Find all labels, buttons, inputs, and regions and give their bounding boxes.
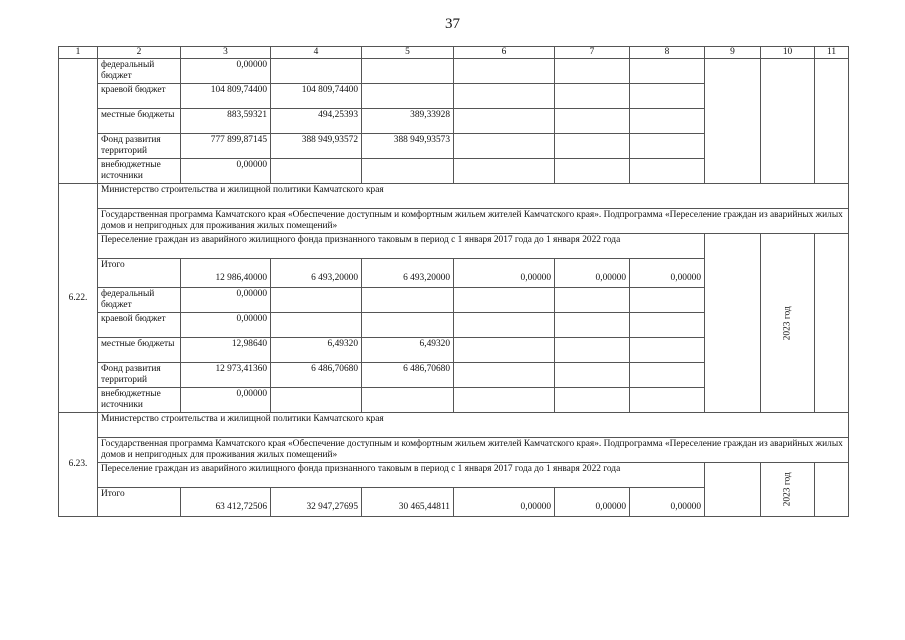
amount-cell: 0,00000 (181, 313, 271, 338)
amount-cell (555, 109, 630, 134)
amount-cell (454, 159, 555, 184)
column-header: 5 (362, 47, 454, 59)
amount-cell: 6,49320 (362, 338, 454, 363)
amount-cell: 0,00000 (181, 388, 271, 413)
amount-cell: 777 899,87145 (181, 134, 271, 159)
amount-cell (454, 134, 555, 159)
program-name: Государственная программа Камчатского края «Обеспечение доступным и комфортным жильем жителей Камчатского края». Подпрограмма «Переселение граждан из аварийных жилых домов и непригодных для проживания жилых помещений» (98, 438, 849, 463)
row-label: местные бюджеты (98, 338, 181, 363)
row-label: местные бюджеты (98, 109, 181, 134)
amount-cell (362, 84, 454, 109)
row-label: Итого (98, 259, 181, 288)
row-label: внебюджетные источники (98, 388, 181, 413)
column-9-cell (705, 463, 761, 517)
page-number: 37 (445, 16, 460, 32)
amount-cell (362, 313, 454, 338)
row-label: краевой бюджет (98, 84, 181, 109)
column-header: 2 (98, 47, 181, 59)
column-header: 7 (555, 47, 630, 59)
ministry-row (59, 184, 849, 209)
amount-cell (630, 59, 705, 84)
row-label: краевой бюджет (98, 313, 181, 338)
amount-cell (630, 388, 705, 413)
amount-cell (271, 288, 362, 313)
row-number-cell (59, 59, 98, 184)
year-label: 2023 год (782, 306, 793, 340)
column-header: 1 (59, 47, 98, 59)
amount-cell (555, 313, 630, 338)
amount-cell (555, 338, 630, 363)
amount-cell: 0,00000 (181, 159, 271, 184)
amount-cell: 0,00000 (181, 59, 271, 84)
column-header: 3 (181, 47, 271, 59)
amount-cell: 12 986,40000 (181, 259, 271, 288)
amount-cell: 63 412,72506 (181, 488, 271, 517)
amount-cell (454, 59, 555, 84)
amount-cell: 0,00000 (630, 488, 705, 517)
ministry-row (59, 413, 849, 438)
row-number: 6.23. (59, 413, 98, 517)
column-header: 8 (630, 47, 705, 59)
amount-cell: 104 809,74400 (271, 84, 362, 109)
amount-cell: 389,33928 (362, 109, 454, 134)
row-label: Фонд развития территорий (98, 134, 181, 159)
ministry-name: Министерство строительства и жилищной политики Камчатского края (98, 413, 849, 438)
column-9-cell (705, 59, 761, 184)
amount-cell (555, 134, 630, 159)
amount-cell: 104 809,74400 (181, 84, 271, 109)
amount-cell: 12,98640 (181, 338, 271, 363)
row-label: Фонд развития территорий (98, 363, 181, 388)
column-11-cell (815, 234, 849, 413)
amount-cell (630, 159, 705, 184)
row-label: внебюджетные источники (98, 159, 181, 184)
amount-cell: 6 493,20000 (271, 259, 362, 288)
measure-row (59, 463, 849, 488)
amount-cell: 12 973,41360 (181, 363, 271, 388)
amount-cell (362, 59, 454, 84)
amount-cell (630, 288, 705, 313)
amount-cell: 0,00000 (555, 488, 630, 517)
amount-cell: 0,00000 (454, 259, 555, 288)
year-cell (761, 463, 815, 517)
amount-cell (454, 109, 555, 134)
amount-cell (454, 388, 555, 413)
amount-cell (555, 84, 630, 109)
column-header-row (59, 47, 849, 59)
amount-cell: 0,00000 (630, 259, 705, 288)
row-label: Итого (98, 488, 181, 517)
amount-cell: 883,59321 (181, 109, 271, 134)
year-cell (761, 234, 815, 413)
amount-cell (454, 338, 555, 363)
amount-cell (271, 59, 362, 84)
amount-cell: 0,00000 (555, 259, 630, 288)
table-row (59, 59, 849, 84)
amount-cell (630, 338, 705, 363)
amount-cell: 494,25393 (271, 109, 362, 134)
amount-cell (555, 59, 630, 84)
amount-cell: 6 486,70680 (271, 363, 362, 388)
year-label: 2023 год (782, 472, 793, 507)
column-10-cell (761, 59, 815, 184)
column-header: 6 (454, 47, 555, 59)
amount-cell (454, 288, 555, 313)
amount-cell (271, 313, 362, 338)
amount-cell (555, 159, 630, 184)
amount-cell (271, 159, 362, 184)
program-name: Государственная программа Камчатского края «Обеспечение доступным и комфортным жильем жителей Камчатского края». Подпрограмма «Переселение граждан из аварийных жилых домов и непригодных для проживания жилых помещений» (98, 209, 849, 234)
column-9-cell (705, 234, 761, 413)
amount-cell (630, 313, 705, 338)
column-11-cell (815, 463, 849, 517)
amount-cell: 6,49320 (271, 338, 362, 363)
row-number: 6.22. (59, 184, 98, 413)
amount-cell: 6 486,70680 (362, 363, 454, 388)
amount-cell: 0,00000 (454, 488, 555, 517)
column-header: 9 (705, 47, 761, 59)
amount-cell (271, 388, 362, 413)
measure-name: Переселение граждан из аварийного жилищного фонда признанного таковым в период с 1 января 2017 года до 1 января 2022 года (98, 463, 705, 488)
amount-cell (630, 109, 705, 134)
amount-cell (555, 363, 630, 388)
amount-cell (454, 313, 555, 338)
amount-cell: 32 947,27695 (271, 488, 362, 517)
amount-cell: 6 493,20000 (362, 259, 454, 288)
amount-cell (362, 388, 454, 413)
budget-table (58, 46, 849, 517)
amount-cell: 388 949,93573 (362, 134, 454, 159)
measure-row (59, 234, 849, 259)
amount-cell: 388 949,93572 (271, 134, 362, 159)
column-header: 10 (761, 47, 815, 59)
column-11-cell (815, 59, 849, 184)
column-header: 11 (815, 47, 849, 59)
amount-cell (362, 288, 454, 313)
amount-cell (630, 134, 705, 159)
amount-cell (555, 288, 630, 313)
amount-cell (630, 84, 705, 109)
amount-cell (454, 363, 555, 388)
amount-cell (454, 84, 555, 109)
amount-cell (362, 159, 454, 184)
program-row (59, 438, 849, 463)
program-row (59, 209, 849, 234)
amount-cell: 30 465,44811 (362, 488, 454, 517)
amount-cell (630, 363, 705, 388)
row-label: федеральный бюджет (98, 288, 181, 313)
amount-cell: 0,00000 (181, 288, 271, 313)
column-header: 4 (271, 47, 362, 59)
amount-cell (555, 388, 630, 413)
measure-name: Переселение граждан из аварийного жилищного фонда признанного таковым в период с 1 января 2017 года до 1 января 2022 года (98, 234, 705, 259)
row-label: федеральный бюджет (98, 59, 181, 84)
ministry-name: Министерство строительства и жилищной политики Камчатского края (98, 184, 849, 209)
